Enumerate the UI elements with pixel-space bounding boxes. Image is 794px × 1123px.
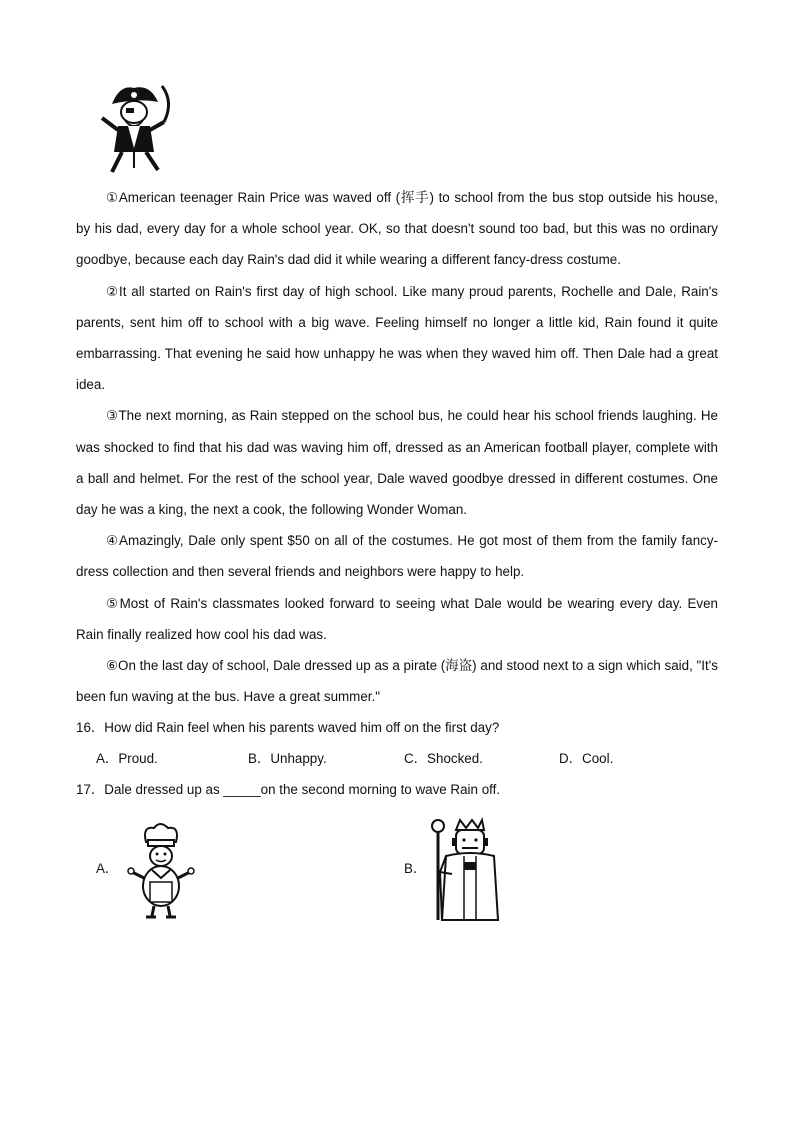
paragraph-4: ④Amazingly, Dale only spent $50 on all of the costumes. He got most of them from the family fancy-dress collection and then several friends and neighbors were happy to help. xyxy=(76,533,718,580)
king-icon xyxy=(428,816,500,924)
option-a-label[interactable]: A． xyxy=(96,861,119,876)
reading-passage xyxy=(76,182,718,712)
pirate-icon xyxy=(98,82,176,174)
option-a[interactable]: A．Proud. xyxy=(96,751,158,766)
option-b-label[interactable]: B． xyxy=(404,861,427,876)
paragraph-5: ⑤Most of Rain's classmates looked forward to seeing what Dale would be wearing every day. Even Rain finally realized how cool his dad was. xyxy=(76,595,718,642)
option-b[interactable]: B．Unhappy. xyxy=(248,751,327,766)
paragraph-1: ①American teenager Rain Price was waved off (挥手) to school from the bus stop outside his house, by his dad, every day for a whole school year. OK, so that doesn't sound too bad, but this was no ordinary goodbye, because each day Rain's dad did it while wearing a different fancy-dress costume. xyxy=(76,190,718,268)
chef-icon xyxy=(126,822,196,920)
paragraph-3: ③The next morning, as Rain stepped on the school bus, he could hear his school friends laughing. He was shocked to find that his dad was waving him off, dressed as an American football player, complete with a ball and helmet. For the rest of the school year, Dale waved goodbye dressed in different costumes. One day he was a king, the next a cook, the following Wonder Woman. xyxy=(76,408,718,518)
question-16: 16．How did Rain feel when his parents waved him off on the first day? xyxy=(76,720,500,735)
option-c[interactable]: C．Shocked. xyxy=(404,751,483,766)
question-17: 17．Dale dressed up as _____on the second morning to wave Rain off. xyxy=(76,782,501,797)
paragraph-2: ②It all started on Rain's first day of high school. Like many proud parents, Rochelle and Dale, Rain's parents, sent him off to school with a big wave. Feeling himself no longer a little kid, Rain found it quite embarrassing. That evening he said how unhappy he was when they waved him off. Then Dale had a great idea. xyxy=(76,283,718,393)
option-d[interactable]: D．Cool. xyxy=(559,751,614,766)
paragraph-6: ⑥On the last day of school, Dale dressed up as a pirate (海盗) and stood next to a sign which said, "It's been fun waving at the bus. Have a great summer." xyxy=(76,658,718,705)
question-16-options xyxy=(96,748,656,768)
